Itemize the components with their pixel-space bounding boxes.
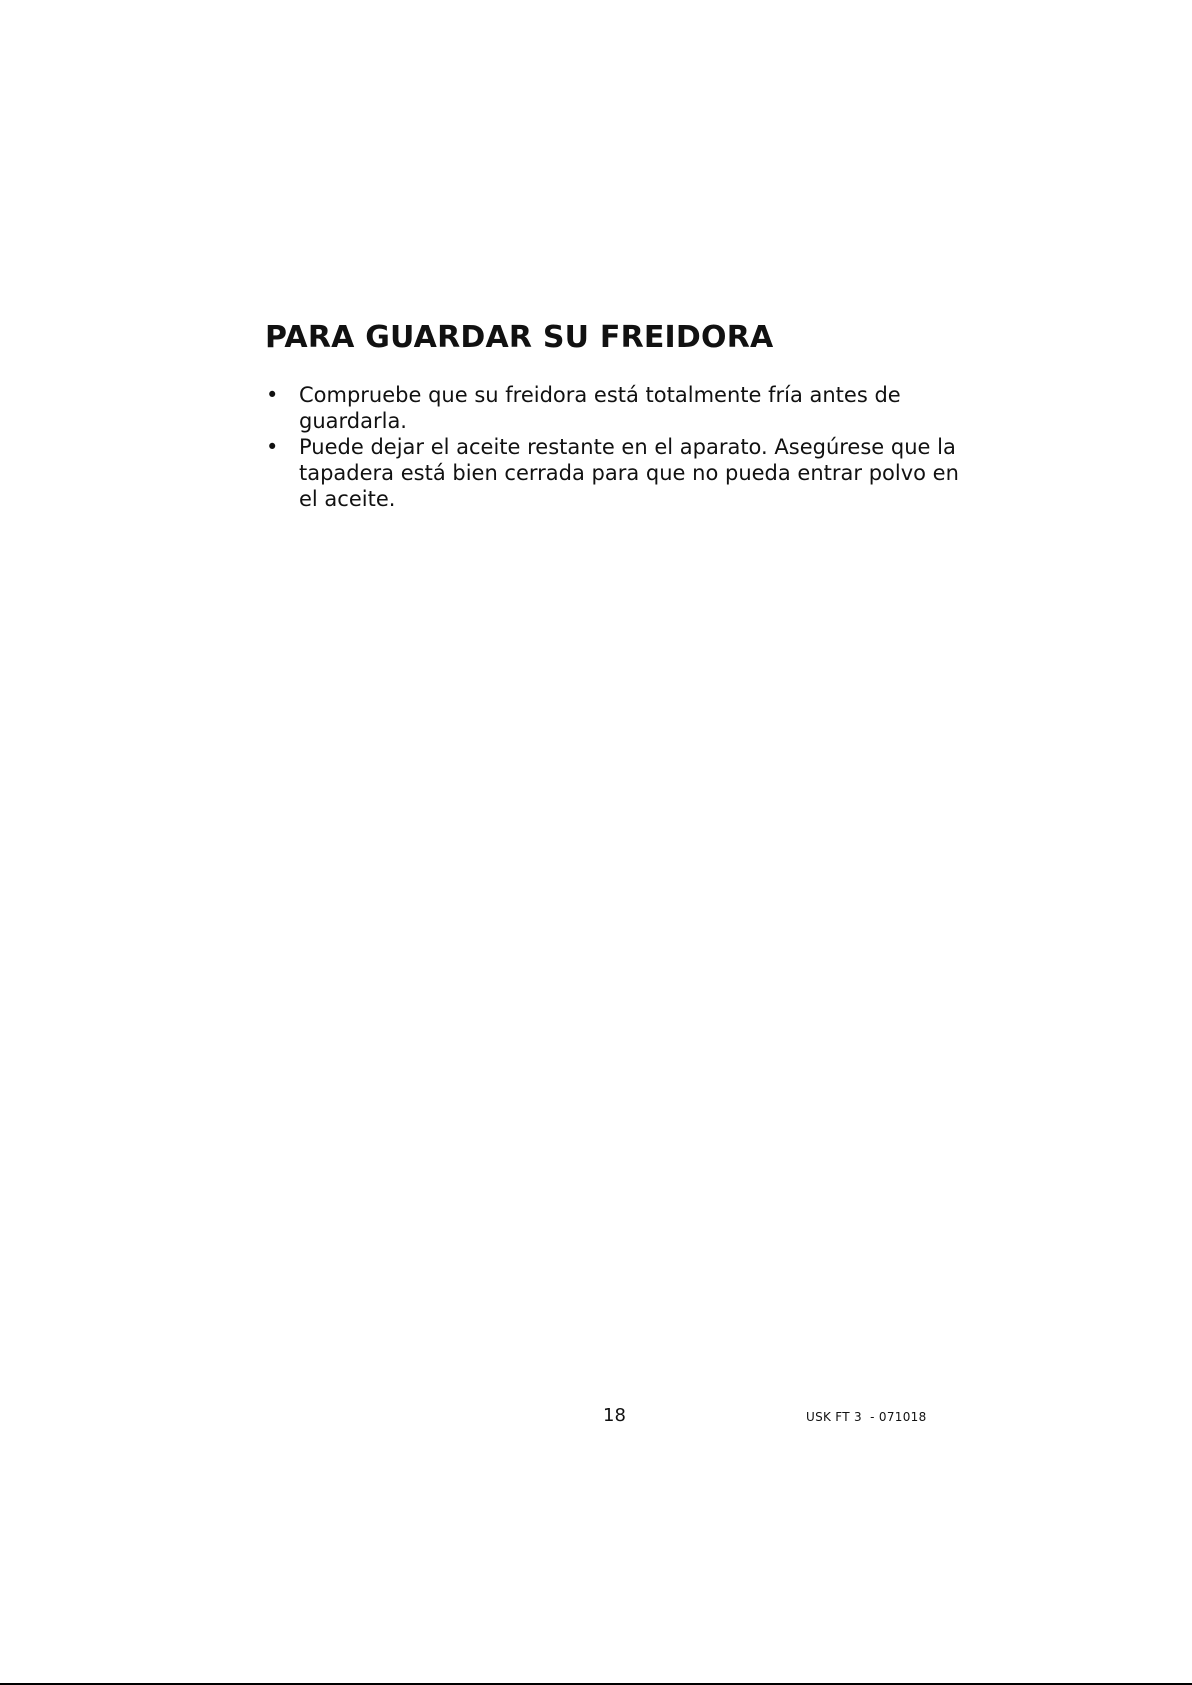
bullet-icon: • xyxy=(266,383,279,407)
list-item-text: Puede dejar el aceite restante en el aparato. Asegúrese que la tapadera está bien cerrada para que no pueda entrar polvo en el aceite. xyxy=(299,435,959,511)
list-item-text: Compruebe que su freidora está totalmente fría antes de guardarla. xyxy=(299,383,901,433)
page-title: PARA GUARDAR SU FREIDORA xyxy=(265,320,774,355)
list-item xyxy=(265,382,965,434)
document-code: USK FT 3 - 071018 xyxy=(806,1410,927,1424)
list-item xyxy=(265,434,965,512)
bullet-icon: • xyxy=(266,435,279,459)
bullet-list xyxy=(265,382,965,512)
page-number: 18 xyxy=(603,1405,626,1426)
